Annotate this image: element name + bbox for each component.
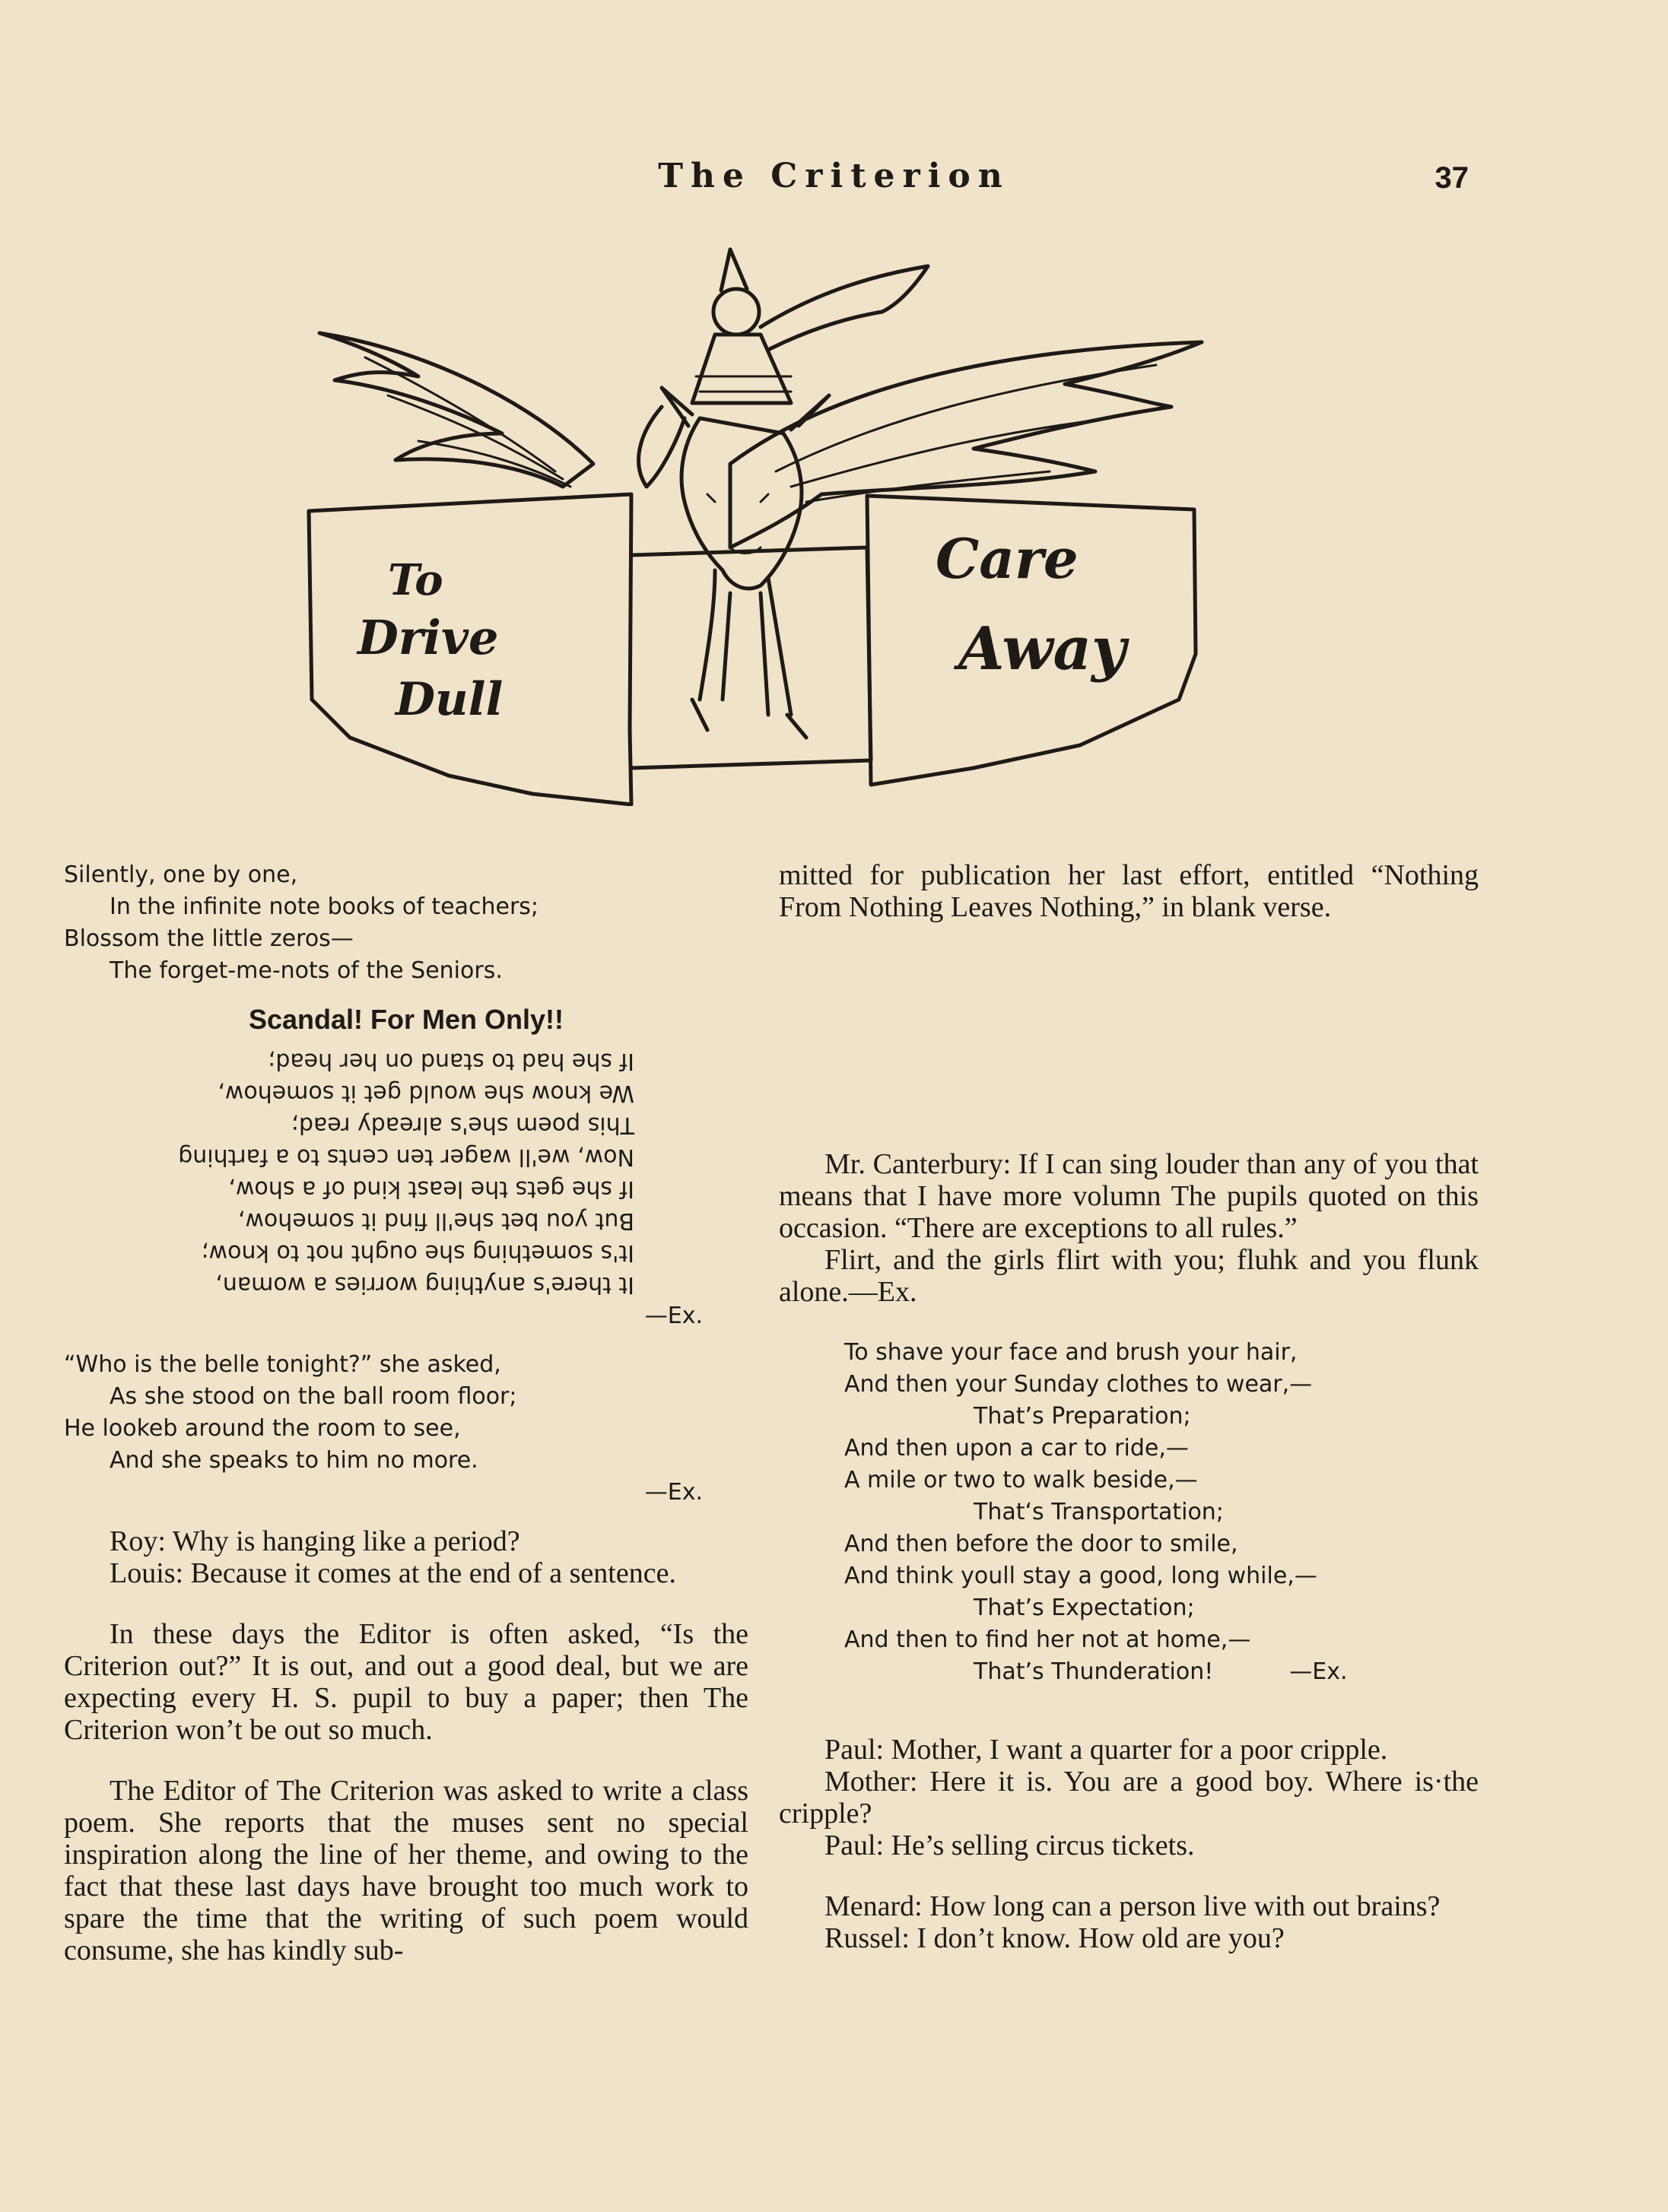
joke-menard: Menard: How long can a person live with out brains? <box>824 1890 1441 1922</box>
poem-line: A mile or two to walk beside,— <box>844 1467 1198 1493</box>
joke-louis: Louis: Because it comes at the end of a sentence. <box>110 1557 676 1589</box>
thunderation-signature: —Ex. <box>1289 1658 1348 1685</box>
poem-line: Blossom the little zeros— <box>64 925 354 952</box>
poem-line: That‘s Transportation; <box>974 1499 1224 1525</box>
page-number: 37 <box>1434 161 1469 195</box>
poem-line: And then your Sunday clothes to wear,— <box>844 1371 1313 1398</box>
poem-line: The forget-me-nots of the Seniors. <box>110 957 503 984</box>
poem-line: And then upon a car to ride,— <box>844 1435 1189 1461</box>
poem-line: And then before the door to smile, <box>844 1531 1238 1557</box>
poem-line: But you bet she'll find it somehow, <box>237 1208 634 1234</box>
poem-line: If she had to stand on her head; <box>268 1048 634 1074</box>
poem-line: That’s Expectation; <box>974 1595 1195 1621</box>
scandal-signature: —Ex. <box>644 1303 703 1329</box>
scandal-heading: Scandal! For Men Only!! <box>248 1004 564 1035</box>
poem-line: In the infinite note books of teachers; <box>110 893 539 920</box>
poem-line: He lookeb around the room to see, <box>64 1415 461 1442</box>
canterbury-paragraph: Mr. Canterbury: If I can sing louder than any of you that means that I have more volumn The pupils quoted on this occasion. “There are exceptions to all rules.” <box>779 1148 1479 1244</box>
poem-line: It's something she ought not to know; <box>201 1239 634 1266</box>
editor-paragraph: In these days the Editor is often asked, “Is the Criterion out?” It is out, and out a good deal, but we are expecting every H. S. pupil to buy a paper; then The Criterion won’t be out so much. <box>64 1618 748 1746</box>
joke-paul: Paul: Mother, I want a quarter for a poor cripple. <box>824 1734 1388 1766</box>
poem-line: As she stood on the ball room floor; <box>110 1383 517 1410</box>
belle-signature: —Ex. <box>644 1479 703 1506</box>
poem-line: Now, we'll wager ten cents to a farthing <box>178 1144 634 1170</box>
banner-right-line-2: Away <box>958 614 1126 684</box>
poem-line: To shave your face and brush your hair, <box>844 1339 1298 1366</box>
class-poem-paragraph: The Editor of The Criterion was asked to write a class poem. She reports that the muses sent no special inspiration along the line of her theme, and owing to the fact that these last days have brought too much work to spare the time that the writing of such poem would consume, she has kindly sub- <box>64 1775 748 1966</box>
class-poem-continued: mitted for publication her last effort, entitled “Nothing From Nothing Leaves Nothing,” in blank verse. <box>779 859 1479 923</box>
poem-line: We know she would get it somehow, <box>218 1080 634 1106</box>
joke-mother: Mother: Here it is. You are a good boy. Where is·the cripple? <box>779 1766 1479 1830</box>
belle-poem <box>64 1349 748 1477</box>
upside-down-poem <box>64 1045 748 1300</box>
banner-left-line-2: Drive <box>357 610 499 665</box>
right-column <box>779 859 1479 1954</box>
joke-roy: Roy: Why is hanging like a period? <box>110 1525 520 1557</box>
poem-line: And she speaks to him no more. <box>110 1447 478 1474</box>
flirt-paragraph: Flirt, and the girls flirt with you; fluhk and you flunk alone.—Ex. <box>779 1244 1479 1308</box>
joke-paul-2: Paul: He’s selling circus tickets. <box>824 1830 1195 1861</box>
left-column <box>64 859 748 1966</box>
poem-line: “Who is the belle tonight?” she asked, <box>64 1351 501 1378</box>
poem-line: Silently, one by one, <box>64 862 298 888</box>
thunderation-poem <box>779 1337 1479 1688</box>
poem-line: That’s Preparation; <box>974 1403 1191 1430</box>
poem-line: And think youll stay a good, long while,— <box>844 1563 1317 1589</box>
winged-donkey-illustration <box>304 243 1217 806</box>
zeros-poem <box>64 859 748 987</box>
poem-line: It there's anything worries a woman, <box>215 1271 634 1298</box>
poem-line: And then to find her not at home,— <box>844 1626 1251 1653</box>
banner-left-line-3: Dull <box>396 673 504 726</box>
banner-left-line-1: To <box>388 555 443 605</box>
poem-line: If she gets the least kind of a show, <box>228 1176 634 1202</box>
page-header-title: The Criterion <box>658 157 1010 195</box>
poem-line-last: That’s Thunderation! —Ex. <box>974 1658 1348 1685</box>
poem-line: This poem she's already read; <box>291 1112 634 1138</box>
joke-russel: Russel: I don’t know. How old are you? <box>824 1922 1285 1954</box>
banner-right-line-1: Care <box>936 526 1079 591</box>
